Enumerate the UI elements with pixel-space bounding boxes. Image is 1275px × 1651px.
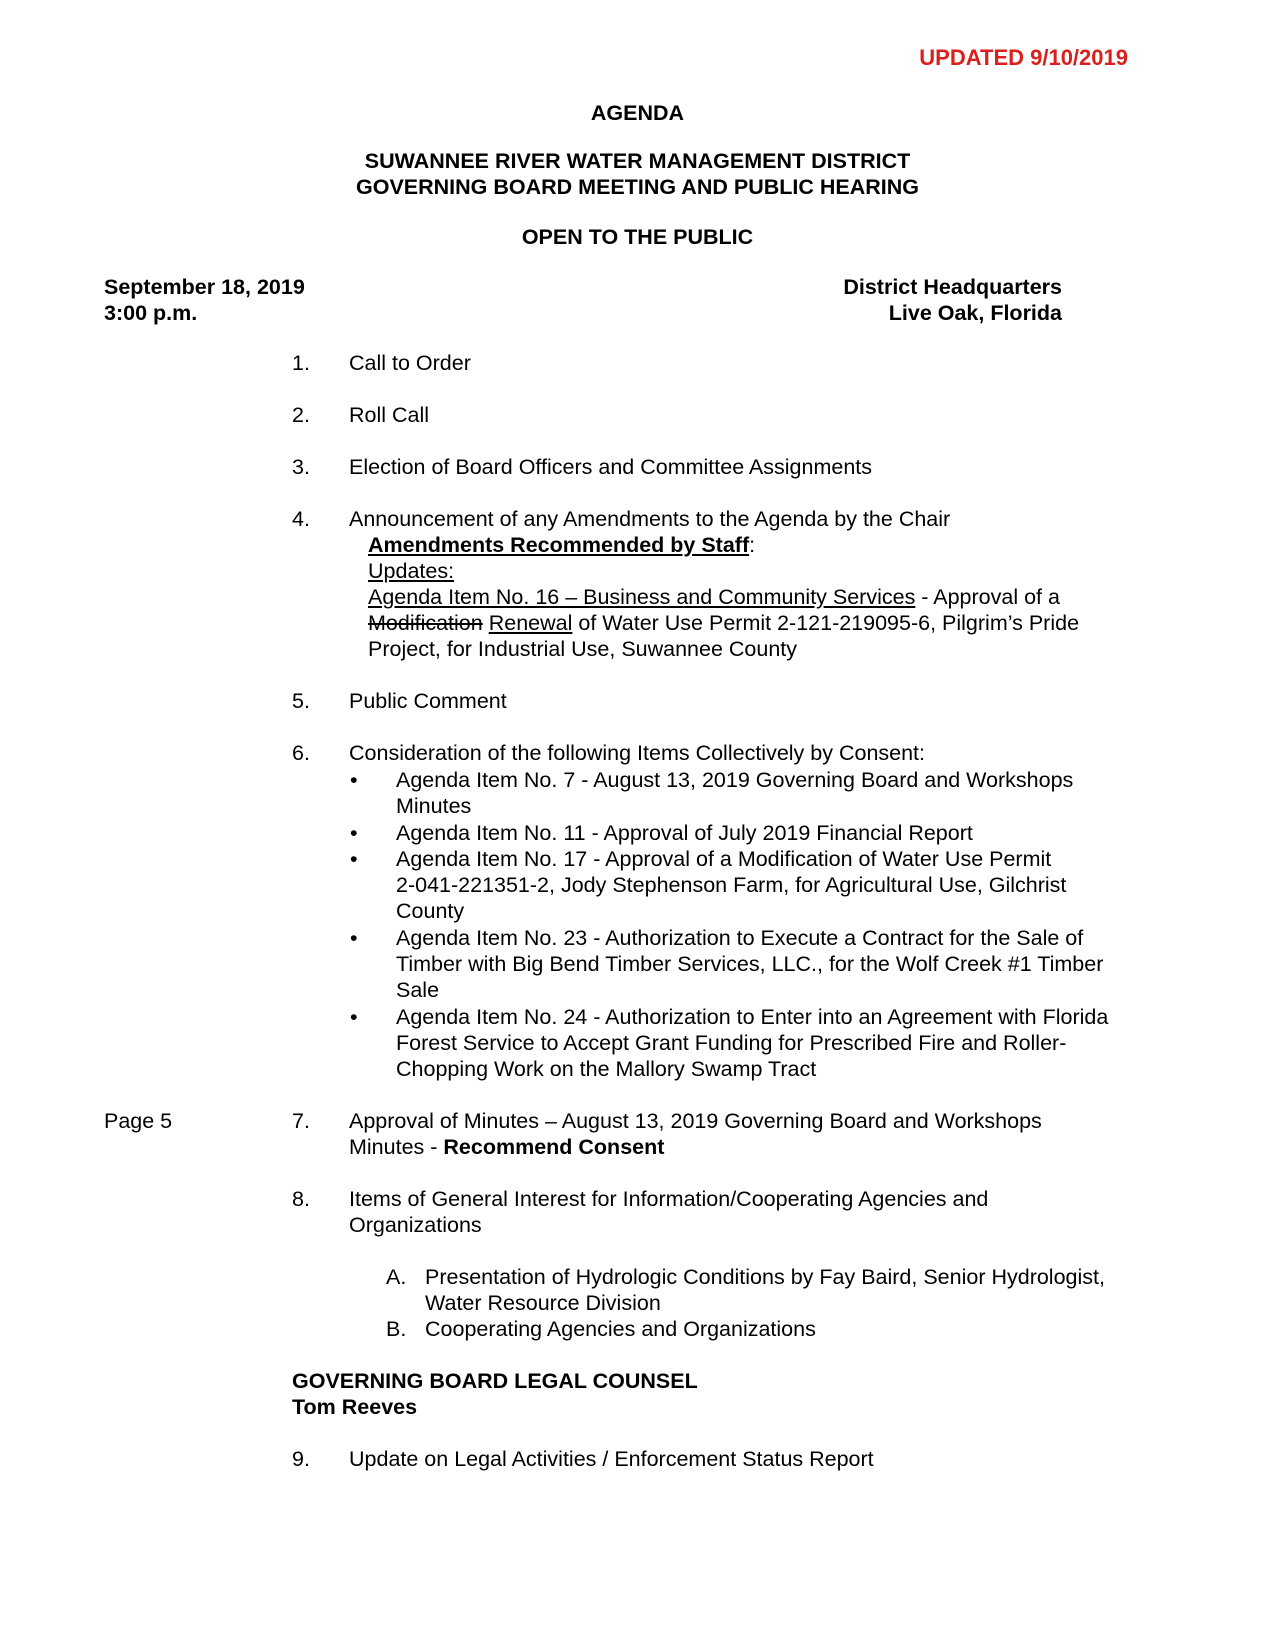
consent-item-line: Agenda Item No. 17 - Approval of a Modification of Water Use Permit (396, 847, 1052, 871)
updates-label: Updates: (368, 559, 455, 583)
sub-item-line: Presentation of Hydrologic Conditions by Fay Baird, Senior Hydrologist, (425, 1265, 1105, 1289)
recommend-consent: Recommend Consent (443, 1135, 665, 1159)
legal-counsel-heading: GOVERNING BOARD LEGAL COUNSEL (292, 1369, 698, 1393)
location-line1: District Headquarters (843, 275, 1062, 299)
amendments-heading-line (368, 532, 1168, 558)
update-item-link: Agenda Item No. 16 – Business and Community Services (368, 585, 916, 609)
item-consent: Consideration of the following Items Collectively by Consent: (349, 741, 926, 765)
item-public-comment: Public Comment (349, 689, 507, 713)
legal-counsel-name: Tom Reeves (292, 1395, 418, 1419)
update-rest1: - Approval of a (915, 585, 1060, 609)
item-amendments: Announcement of any Amendments to the Agenda by the Chair (349, 507, 951, 531)
location-line2: Live Oak, Florida (888, 301, 1062, 325)
updated-stamp: UPDATED 9/10/2019 (919, 45, 1128, 70)
amendments-colon: : (749, 533, 756, 557)
item-legal-update: Update on Legal Activities / Enforcement Status Report (349, 1447, 874, 1471)
org-name-line2: GOVERNING BOARD MEETING AND PUBLIC HEARING (356, 175, 919, 199)
meeting-time: 3:00 p.m. (104, 301, 198, 325)
sub-item-letter: B. (386, 1317, 407, 1341)
amendments-heading: Amendments Recommended by Staff (368, 533, 750, 557)
bullet-icon: • (350, 1005, 358, 1029)
item-number: 6. (292, 741, 310, 765)
item-general-interest-line1: Items of General Interest for Information/Cooperating Agencies and (349, 1187, 989, 1211)
bullet-icon: • (350, 821, 358, 845)
update-rest2: of Water Use Permit 2-121-219095-6, Pilgrim’s Pride (572, 611, 1080, 635)
item-roll-call: Roll Call (349, 403, 430, 427)
update-line2 (368, 610, 1168, 636)
item-number: 8. (292, 1187, 310, 1211)
org-name-line1: SUWANNEE RIVER WATER MANAGEMENT DISTRICT (364, 149, 911, 173)
consent-item-line: 2-041-221351-2, Jody Stephenson Farm, for Agricultural Use, Gilchrist (396, 873, 1067, 897)
struck-text: Modification (368, 611, 483, 635)
item-election: Election of Board Officers and Committee Assignments (349, 455, 873, 479)
inserted-text: Renewal (488, 611, 573, 635)
consent-item-line: Sale (396, 978, 440, 1002)
consent-item-line: Chopping Work on the Mallory Swamp Tract (396, 1057, 817, 1081)
update-line3: Project, for Industrial Use, Suwannee County (368, 637, 798, 661)
sub-item-line: Cooperating Agencies and Organizations (425, 1317, 816, 1341)
consent-item-line: Minutes (396, 794, 472, 818)
item-minutes-line2 (349, 1134, 1169, 1160)
bullet-icon: • (350, 926, 358, 950)
consent-item-line: Agenda Item No. 11 - Approval of July 2019 Financial Report (396, 821, 973, 845)
consent-item-line: Forest Service to Accept Grant Funding for Prescribed Fire and Roller- (396, 1031, 1067, 1055)
update-line1 (368, 584, 1168, 610)
item-number: 2. (292, 403, 310, 427)
item-number: 4. (292, 507, 310, 531)
sub-item-letter: A. (386, 1265, 407, 1289)
open-to-public: OPEN TO THE PUBLIC (521, 225, 754, 249)
consent-item-line: Agenda Item No. 23 - Authorization to Execute a Contract for the Sale of (396, 926, 1084, 950)
consent-item-line: Agenda Item No. 7 - August 13, 2019 Governing Board and Workshops (396, 768, 1074, 792)
item-number: 9. (292, 1447, 310, 1471)
item-general-interest-line2: Organizations (349, 1213, 482, 1237)
meeting-date: September 18, 2019 (104, 275, 305, 299)
bullet-icon: • (350, 847, 358, 871)
consent-item-line: Timber with Big Bend Timber Services, LLC., for the Wolf Creek #1 Timber (396, 952, 1104, 976)
item-call-to-order: Call to Order (349, 351, 471, 375)
sub-item-line: Water Resource Division (425, 1291, 661, 1315)
consent-item-line: Agenda Item No. 24 - Authorization to Enter into an Agreement with Florida (396, 1005, 1109, 1029)
item-number: 1. (292, 351, 310, 375)
item-number: 5. (292, 689, 310, 713)
minutes-text: Minutes - (349, 1135, 444, 1159)
agenda-title: AGENDA (590, 101, 685, 125)
item-minutes-line1: Approval of Minutes – August 13, 2019 Governing Board and Workshops (349, 1109, 1042, 1133)
item-number: 7. (292, 1109, 310, 1133)
bullet-icon: • (350, 768, 358, 792)
page-reference: Page 5 (104, 1109, 173, 1133)
consent-item-line: County (396, 899, 465, 923)
item-number: 3. (292, 455, 310, 479)
